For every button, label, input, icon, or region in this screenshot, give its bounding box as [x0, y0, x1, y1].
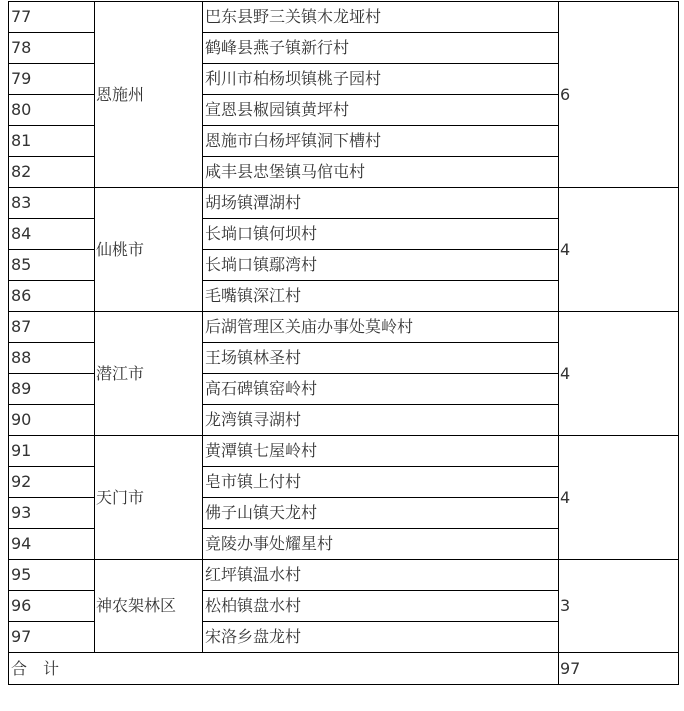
region-cell: 恩施州: [95, 2, 203, 188]
row-number-cell: 94: [9, 529, 95, 560]
table-row: [9, 2, 679, 33]
row-number-cell: 85: [9, 250, 95, 281]
row-number-cell: 88: [9, 343, 95, 374]
region-cell: 仙桃市: [95, 188, 203, 312]
village-name-cell: 红坪镇温水村: [203, 560, 559, 591]
row-number-cell: 87: [9, 312, 95, 343]
village-name-cell: 毛嘴镇深江村: [203, 281, 559, 312]
village-name-cell: 巴东县野三关镇木龙垭村: [203, 2, 559, 33]
village-name-cell: 咸丰县忠堡镇马倌屯村: [203, 157, 559, 188]
table-row: [9, 188, 679, 219]
region-cell: 神农架林区: [95, 560, 203, 653]
region-count-cell: 4: [559, 436, 679, 560]
village-name-cell: 竟陵办事处耀星村: [203, 529, 559, 560]
region-count-cell: 4: [559, 188, 679, 312]
row-number-cell: 90: [9, 405, 95, 436]
village-name-cell: 王场镇林圣村: [203, 343, 559, 374]
row-number-cell: 93: [9, 498, 95, 529]
total-count-cell: 97: [559, 653, 679, 685]
row-number-cell: 92: [9, 467, 95, 498]
total-row: [9, 653, 679, 685]
village-name-cell: 松柏镇盘水村: [203, 591, 559, 622]
row-number-cell: 97: [9, 622, 95, 653]
table-row: [9, 436, 679, 467]
row-number-cell: 91: [9, 436, 95, 467]
total-label-cell: 合 计: [9, 653, 559, 685]
row-number-cell: 86: [9, 281, 95, 312]
region-count-cell: 4: [559, 312, 679, 436]
village-name-cell: 宋洛乡盘龙村: [203, 622, 559, 653]
region-cell: 潜江市: [95, 312, 203, 436]
table-body: [9, 2, 679, 685]
row-number-cell: 84: [9, 219, 95, 250]
village-name-cell: 黄潭镇七屋岭村: [203, 436, 559, 467]
row-number-cell: 96: [9, 591, 95, 622]
table-row: [9, 312, 679, 343]
village-list-table: [8, 1, 679, 685]
village-name-cell: 鹤峰县燕子镇新行村: [203, 33, 559, 64]
region-count-cell: 3: [559, 560, 679, 653]
row-number-cell: 77: [9, 2, 95, 33]
village-name-cell: 佛子山镇天龙村: [203, 498, 559, 529]
village-name-cell: 胡场镇潭湖村: [203, 188, 559, 219]
village-name-cell: 后湖管理区关庙办事处莫岭村: [203, 312, 559, 343]
village-name-cell: 长埫口镇鄢湾村: [203, 250, 559, 281]
row-number-cell: 83: [9, 188, 95, 219]
village-name-cell: 皂市镇上付村: [203, 467, 559, 498]
village-name-cell: 恩施市白杨坪镇洞下槽村: [203, 126, 559, 157]
village-name-cell: 利川市柏杨坝镇桃子园村: [203, 64, 559, 95]
row-number-cell: 82: [9, 157, 95, 188]
row-number-cell: 81: [9, 126, 95, 157]
village-name-cell: 高石碑镇窑岭村: [203, 374, 559, 405]
row-number-cell: 89: [9, 374, 95, 405]
table-row: [9, 560, 679, 591]
row-number-cell: 80: [9, 95, 95, 126]
region-cell: 天门市: [95, 436, 203, 560]
village-name-cell: 长埫口镇何坝村: [203, 219, 559, 250]
row-number-cell: 79: [9, 64, 95, 95]
region-count-cell: 6: [559, 2, 679, 188]
village-name-cell: 龙湾镇寻湖村: [203, 405, 559, 436]
row-number-cell: 78: [9, 33, 95, 64]
village-name-cell: 宣恩县椒园镇黄坪村: [203, 95, 559, 126]
row-number-cell: 95: [9, 560, 95, 591]
